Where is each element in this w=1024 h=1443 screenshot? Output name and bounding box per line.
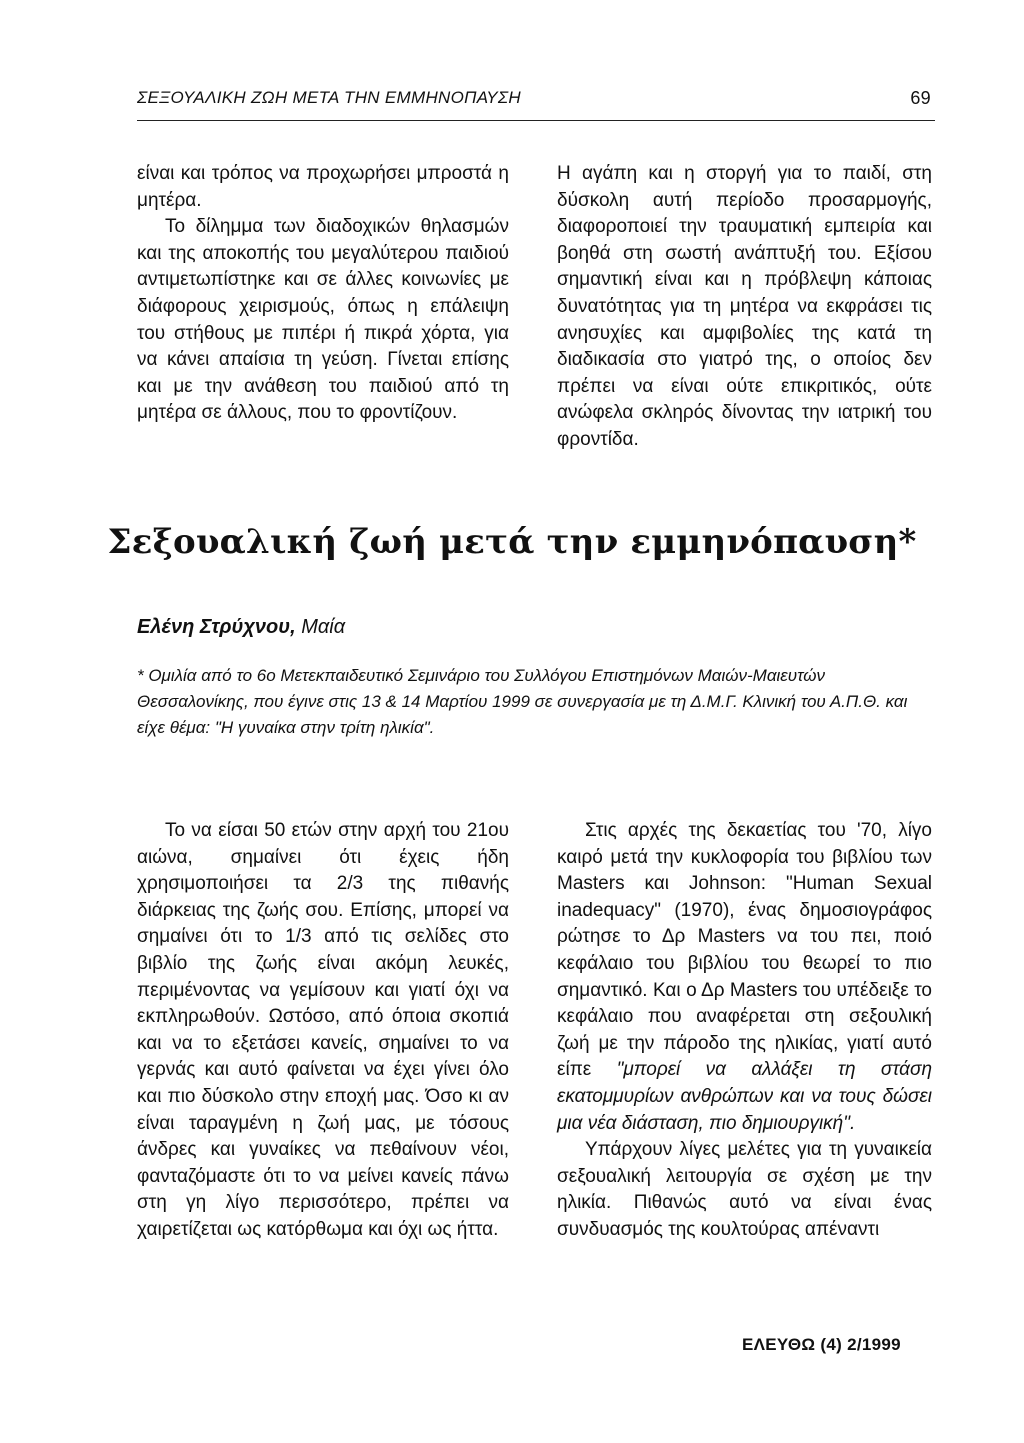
paragraph: Η αγάπη και η στοργή για το παιδί, στη δύσκολη αυτή περίοδο προσαρμογής, διαφοροποιεί την τραυματική εμπειρία και βοηθά στη σωστή ανάπτυξή του. Εξίσου σημαντική είναι και η πρόβλεψη κάποιας δυνατότητας για τη μητέρα να εκφράσει τις ανησυχίες και αμφιβολίες της κατά τη διαδικασία στο γιατρό της, ο οποίος δεν πρέπει να είναι ούτε επικριτικός, ούτε ανώφελα σκληρός δίνοντας την ιατρική του φροντίδα.: [557, 163, 932, 450]
header-rule: [137, 120, 935, 121]
top-right-column: [557, 161, 932, 454]
quote-text: "μπορεί να αλλάξει τη στάση εκατομμυρίων ανθρώπων και να τους δώσει μια νέα διάσταση, πιο δημιουργική".: [557, 1059, 932, 1134]
paragraph: Υπάρχουν λίγες μελέτες για τη γυναικεία σεξουαλική λειτουργία σε σχέση με την ηλικία. Πιθανώς αυτό να είναι ένας συνδυασμός της κουλτούρας απέναντι: [557, 1139, 932, 1240]
running-title: ΣΕΞΟΥΑΛΙΚΗ ΖΩΗ ΜΕΤΑ ΤΗΝ ΕΜΜΗΝΟΠΑΥΣΗ: [137, 88, 521, 107]
page-number: 69: [910, 88, 931, 108]
author-line: [137, 616, 345, 639]
paragraph: [557, 818, 932, 1137]
footnote: * Ομιλία από το 6ο Μετεκπαιδευτικό Σεμινάριο του Συλλόγου Επιστημόνων Μαιών-Μαιευτών Θεσσαλονίκης, που έγινε στις 13 & 14 Μαρτίου 1999 σε συνεργασία με τη Δ.Μ.Γ. Κλινική του Α.Π.Θ. και είχε θέμα: "Η γυναίκα στην τρίτη ηλικία".: [137, 666, 908, 737]
top-left-column: [137, 161, 509, 427]
journal-citation: ΕΛΕΥΘΩ (4) 2/1999: [742, 1335, 901, 1354]
paragraph: Το να είσαι 50 ετών στην αρχή του 21ου αιώνα, σημαίνει ότι έχεις ήδη χρησιμοποιήσει τα 2/3 της πιθανής διάρκειας της ζωής σου. Επίσης, μπορεί να σημαίνει ότι το 1/3 από τις σελίδες στο βιβλίο της ζωής είναι ακόμη λευκές, περιμένοντας να γεμίσουν και γιατί όχι να εκπληρωθούν. Ωστόσο, από όποια σκοπιά και να το εξετάσει κανείς, σημαίνει το να γερνάς και αυτό φαίνεται να έχει γίνει όλο και πιο δύσκολο στην εποχή μας. Όσο κι αν είναι ταραγμένη η ζωή μας, με τόσους άνδρες και γυναίκες να πεθαίνουν νέοι, φανταζόμαστε ότι το να μείνει κανείς πάνω στη γη λίγο περισσότερο, πρέπει να χαιρετίζεται ως κατόρθωμα και όχι ως ήττα.: [137, 820, 509, 1240]
paragraph-text: Στις αρχές της δεκαετίας του '70, λίγο καιρό μετά την κυκλοφορία του βιβλίου των Masters και Johnson: "Human Sexual inadequacy" (1970), ένας δημοσιογράφος ρώτησε το Δρ Masters να του πει, ποιό κεφάλαιο του βιβλίου του θεωρεί το πιο σημαντικό. Και ο Δρ Masters του υπέδειξε το κεφάλαιο που αναφέρεται στη σεξουλική ζωή με την πάροδο της ηλικίας, γιατί αυτό είπε: [557, 820, 932, 1081]
article-title: Σεξουαλική ζωή μετά την εμμηνόπαυση*: [107, 522, 917, 562]
author-role: Μαία: [301, 616, 346, 638]
bottom-right-column: [557, 818, 932, 1244]
paragraph: είναι και τρόπος να προχωρήσει μπροστά η μητέρα.: [137, 163, 509, 211]
author-name: Ελένη Στρύχνου,: [137, 616, 296, 638]
bottom-left-column: [137, 818, 509, 1244]
running-header: [137, 88, 935, 118]
paragraph: Το δίλημμα των διαδοχικών θηλασμών και της αποκοπής του μεγαλύτερου παιδιού αντιμετωπίστηκε και σε άλλες κοινωνίες με διάφορους χειρισμούς, όπως η επάλειψη του στήθους με πιπέρι ή πικρά χόρτα, για να κάνει απαίσια τη γεύση. Γίνεται επίσης και με την ανάθεση του παιδιού από τη μητέρα σε άλλους, που το φροντίζουν.: [137, 216, 509, 424]
